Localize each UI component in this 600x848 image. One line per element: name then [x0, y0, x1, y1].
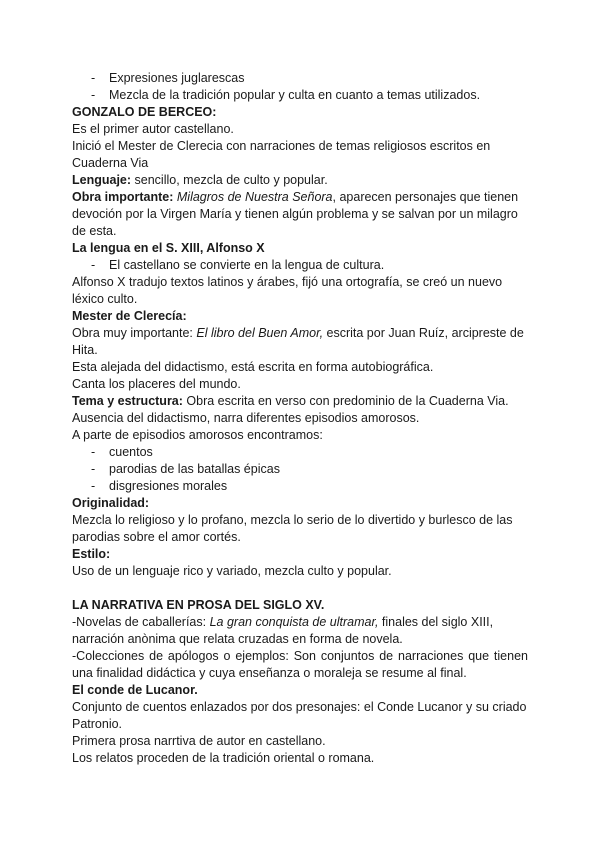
bullet-dash: - — [91, 462, 96, 476]
list-item: - cuentos — [91, 445, 153, 459]
label-lenguaje: Lenguaje: — [72, 173, 132, 187]
heading-narrativa: LA NARRATIVA EN PROSA DEL SIGLO XV. — [72, 598, 325, 612]
list-item: - El castellano se convierte en la lengua de cultura. — [91, 258, 385, 272]
label-tema: Tema y estructura: — [72, 394, 183, 408]
paragraph-obra-importante: Obra importante: Milagros de Nuestra Señora, aparecen personajes que tienen devoción por la Virgen María y tienen algún problema y se salvan por un milagro de esta. — [72, 190, 519, 238]
paragraph-tema: Tema y estructura: Obra escrita en verso con predominio de la Cuaderna Via. — [72, 394, 509, 408]
spacer — [72, 580, 528, 597]
paragraph-buen-amor: Obra muy importante: El libro del Buen Amor, escrita por Juan Ruíz, arcipreste de Hita. — [72, 326, 524, 357]
paragraph: Alfonso X tradujo textos latinos y árabes, fijó una ortografía, se creó un nuevo léxico culto. — [72, 275, 503, 306]
list-item: - Expresiones juglarescas — [91, 71, 245, 85]
heading-berceo: GONZALO DE BERCEO: — [72, 105, 217, 119]
heading-lucanor: El conde de Lucanor. — [72, 683, 198, 697]
paragraph: Esta alejada del didactismo, está escrita en forma autobiográfica. — [72, 360, 434, 374]
paragraph: Ausencia del didactismo, narra diferentes episodios amorosos. — [72, 411, 420, 425]
document-page — [72, 70, 528, 767]
book-title: El libro del Buen Amor, — [196, 326, 324, 340]
book-title: Milagros de Nuestra Señora — [173, 190, 333, 204]
list-item: - disgresiones morales — [91, 479, 228, 493]
bullet-dash: - — [91, 258, 96, 272]
label-obra-importante: Obra importante: — [72, 190, 174, 204]
heading-originalidad: Originalidad: — [72, 496, 150, 510]
paragraph: Uso de un lenguaje rico y variado, mezcla culto y popular. — [72, 564, 392, 578]
paragraph: Los relatos proceden de la tradición oriental o romana. — [72, 751, 375, 765]
paragraph: Es el primer autor castellano. — [72, 122, 234, 136]
heading-mester: Mester de Clerecía: — [72, 309, 187, 323]
paragraph: Canta los placeres del mundo. — [72, 377, 241, 391]
bullet-dash: - — [91, 445, 96, 459]
paragraph: Cuaderna Via — [72, 156, 149, 170]
paragraph: Conjunto de cuentos enlazados por dos presonajes: el Conde Lucanor y su criado Patronio. — [72, 700, 527, 731]
heading-alfonso: La lengua en el S. XIII, Alfonso X — [72, 241, 265, 255]
paragraph-lenguaje: Lenguaje: sencillo, mezcla de culto y popular. — [72, 173, 328, 187]
list-item: - parodias de las batallas épicas — [91, 462, 280, 476]
paragraph: -Colecciones de apólogos o ejemplos: Son conjuntos de narraciones que tienen una finalidad didáctica y cuya enseñanza o moraleja se resume al final. — [72, 649, 528, 680]
list-item: - Mezcla de la tradición popular y culta en cuanto a temas utilizados. — [91, 88, 481, 102]
paragraph: Inició el Mester de Clerecia con narraciones de temas religiosos escritos en — [72, 139, 491, 153]
paragraph: Primera prosa narrtiva de autor en castellano. — [72, 734, 326, 748]
book-title: La gran conquista de ultramar, — [209, 615, 379, 629]
paragraph-novelas: -Novelas de caballerías: La gran conquista de ultramar, finales del siglo XIII, narración anònima que relata cruzadas en forma de novela. — [72, 615, 494, 646]
bullet-dash: - — [91, 71, 96, 85]
heading-estilo: Estilo: — [72, 547, 111, 561]
bullet-dash: - — [91, 479, 96, 493]
paragraph: Mezcla lo religioso y lo profano, mezcla lo serio de lo divertido y burlesco de las parodias sobre el amor cortés. — [72, 513, 513, 544]
bullet-dash: - — [91, 88, 96, 102]
paragraph: A parte de episodios amorosos encontramos: — [72, 428, 323, 442]
